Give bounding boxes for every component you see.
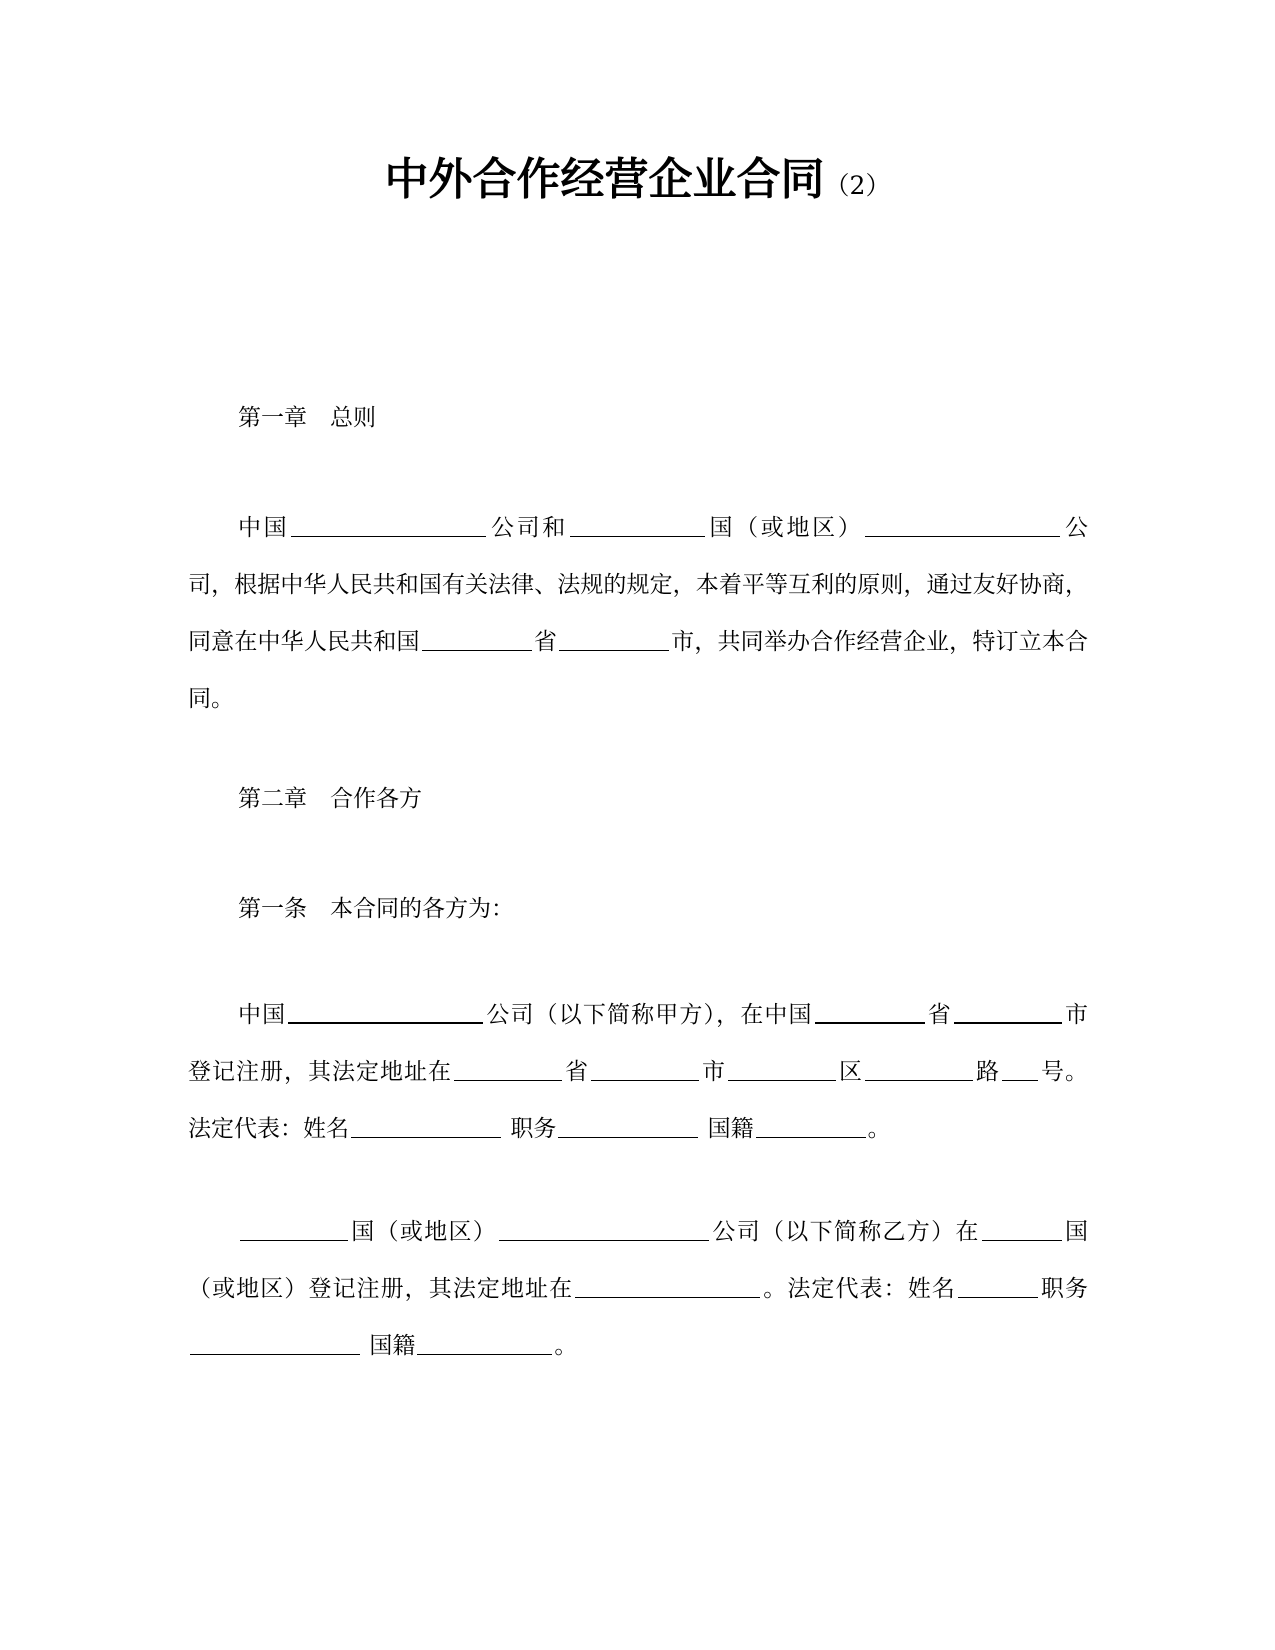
document-title bbox=[0, 148, 1275, 218]
text-run: 路 bbox=[975, 1059, 1000, 1085]
text-run: 中国 bbox=[238, 515, 290, 541]
fill-in-blank[interactable] bbox=[865, 1058, 973, 1081]
fill-in-blank[interactable] bbox=[454, 1058, 562, 1081]
text-run: 区 bbox=[838, 1059, 863, 1085]
text-run: 省 bbox=[926, 1002, 952, 1028]
text-run: 市登记注册，其法定地址在 bbox=[188, 1002, 1088, 1085]
fill-in-blank[interactable] bbox=[422, 628, 532, 651]
article-1-heading: 第一条 本合同的各方为： bbox=[238, 896, 514, 922]
fill-in-blank[interactable] bbox=[240, 1218, 348, 1241]
fill-in-blank[interactable] bbox=[756, 1115, 866, 1138]
fill-in-blank[interactable] bbox=[1002, 1058, 1038, 1081]
chapter-1-paragraph bbox=[188, 500, 1088, 728]
text-run: 市，共同举办合作经营企业，特订立本合同。 bbox=[188, 629, 1089, 712]
text-run: 。 bbox=[554, 1333, 578, 1359]
text-run: 市 bbox=[701, 1059, 726, 1085]
fill-in-blank[interactable] bbox=[499, 1218, 709, 1241]
fill-in-blank[interactable] bbox=[288, 1000, 483, 1024]
fill-in-blank[interactable] bbox=[190, 1332, 360, 1355]
fill-in-blank[interactable] bbox=[417, 1332, 552, 1355]
text-run: 国籍 bbox=[369, 1333, 416, 1359]
fill-in-blank[interactable] bbox=[982, 1218, 1062, 1241]
fill-in-blank[interactable] bbox=[351, 1115, 501, 1138]
fill-in-blank[interactable] bbox=[559, 628, 669, 651]
text-run: 。 bbox=[867, 1116, 891, 1142]
text-run: 国（或地区）登记注册，其法定地址在 bbox=[188, 1219, 1089, 1302]
text-run: 国（或地区） bbox=[706, 515, 864, 541]
fill-in-blank[interactable] bbox=[575, 1275, 760, 1298]
text-run: 公司（以下简称甲方），在中国 bbox=[485, 1002, 813, 1028]
party-b-paragraph bbox=[188, 1204, 1088, 1375]
fill-in-blank[interactable] bbox=[815, 1000, 925, 1024]
text-run: 号。法定代表：姓名 bbox=[188, 1059, 1088, 1142]
text-run: 省 bbox=[564, 1059, 589, 1085]
text-run: 省 bbox=[533, 629, 558, 655]
text-run: 中国 bbox=[238, 1002, 287, 1028]
party-a-paragraph bbox=[188, 987, 1088, 1158]
fill-in-blank[interactable] bbox=[291, 514, 486, 537]
fill-in-blank[interactable] bbox=[728, 1058, 836, 1081]
fill-in-blank[interactable] bbox=[958, 1275, 1038, 1298]
text-run: 公司和 bbox=[488, 515, 568, 541]
chapter-1-heading: 第一章 总则 bbox=[238, 405, 376, 431]
text-run: 国（或地区） bbox=[350, 1219, 498, 1245]
text-run: 国籍 bbox=[707, 1116, 754, 1142]
chapter-2-heading: 第二章 合作各方 bbox=[238, 786, 422, 812]
fill-in-blank[interactable] bbox=[591, 1058, 699, 1081]
fill-in-blank[interactable] bbox=[570, 514, 705, 537]
fill-in-blank[interactable] bbox=[558, 1115, 698, 1138]
title-suffix: （2） bbox=[824, 171, 891, 200]
text-run: 职务 bbox=[1039, 1276, 1089, 1302]
title-main: 中外合作经营企业合同 bbox=[384, 154, 825, 205]
text-run: 公司（以下简称乙方）在 bbox=[711, 1219, 980, 1245]
text-run: 。法定代表：姓名 bbox=[762, 1276, 956, 1302]
text-run: 公司，根据中华人民共和国有关法律、法规的规定，本着平等互利的原则，通过友好协商，同意在中华人民共和国 bbox=[188, 515, 1089, 655]
fill-in-blank[interactable] bbox=[954, 1000, 1062, 1024]
text-run: 职务 bbox=[510, 1116, 557, 1142]
fill-in-blank[interactable] bbox=[865, 514, 1060, 537]
